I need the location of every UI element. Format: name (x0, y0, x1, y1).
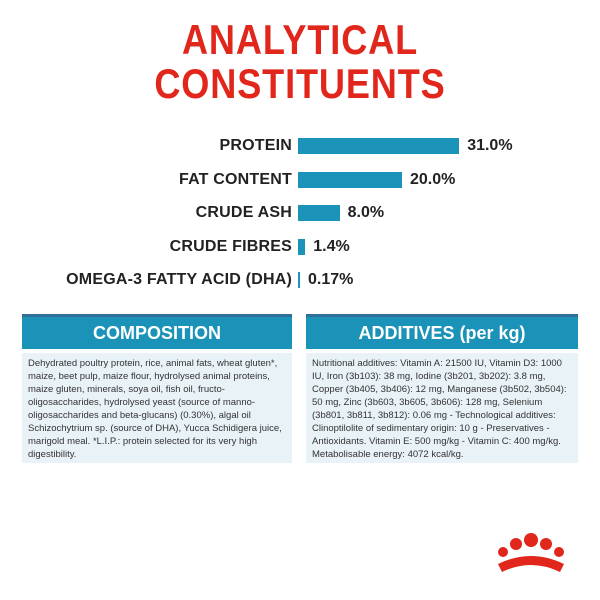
chart-category-label: FAT CONTENT (178, 170, 292, 188)
additives-text: Nutritional additives: Vitamin A: 21500 IU, Vitamin D3: 1000 IU, Iron (3b103): 38 mg, Iodine (3b201, 3b202): 3.8 mg, Copper (3b405, 3b406): 12 mg, Manganese (3b502, 3b504): 50 mg, Zinc (3b603, 3b605, 3b606): 128 mg, Selenium (3b801, 3b811, 3b812): 0.06 mg - Technological additives: Clinoptilolite of sedimentary origin: 10 g - Preservatives - Antioxidants. Vitamin E: 500 mg/kg - Vitamin C: 400 mg/kg. Metabolisable energy: 4072 kcal/kg. (306, 353, 578, 463)
chart-value-label: 8.0% (347, 204, 385, 221)
composition-panel (22, 314, 292, 463)
royal-canin-crown-logo-icon (490, 530, 572, 578)
chart-row (0, 235, 600, 259)
chart-bar (298, 239, 305, 255)
chart-category-label: CRUDE FIBRES (169, 237, 292, 255)
chart-value-label: 31.0% (467, 137, 513, 154)
chart-bar (298, 172, 402, 188)
chart-category-label: OMEGA-3 FATTY ACID (DHA) (66, 271, 292, 288)
chart-category-label: PROTEIN (219, 137, 292, 154)
chart-row (0, 168, 600, 192)
composition-text: Dehydrated poultry protein, rice, animal fats, wheat gluten*, maize, beet pulp, maize flour, hydrolysed animal proteins, maize gluten, minerals, soya oil, fish oil, fructo-oligosaccharides, hydrolysed yeast (source of manno-oligosaccharides and beta-glucans) (0.30%), algal oil Schizochytrium sp. (source of DHA), Yucca Schidigera juice, marigold meal. *L.I.P.: protein selected for its very high digestibility. (22, 353, 292, 463)
chart-row (0, 201, 600, 225)
composition-heading: COMPOSITION (22, 314, 292, 349)
additives-heading: ADDITIVES (per kg) (306, 314, 578, 349)
chart-category-label: CRUDE ASH (195, 204, 292, 221)
chart-bar (298, 138, 459, 154)
chart-row (0, 134, 600, 158)
chart-row (0, 268, 600, 292)
chart-value-label: 1.4% (313, 237, 350, 255)
title-line-2: CONSTITUENTS (154, 60, 446, 107)
additives-panel (306, 314, 578, 463)
title-line-1: ANALYTICAL (181, 16, 419, 63)
chart-value-label: 0.17% (308, 271, 354, 288)
chart-bar (298, 272, 300, 288)
chart-value-label: 20.0% (410, 170, 456, 188)
chart-bar (298, 205, 340, 221)
